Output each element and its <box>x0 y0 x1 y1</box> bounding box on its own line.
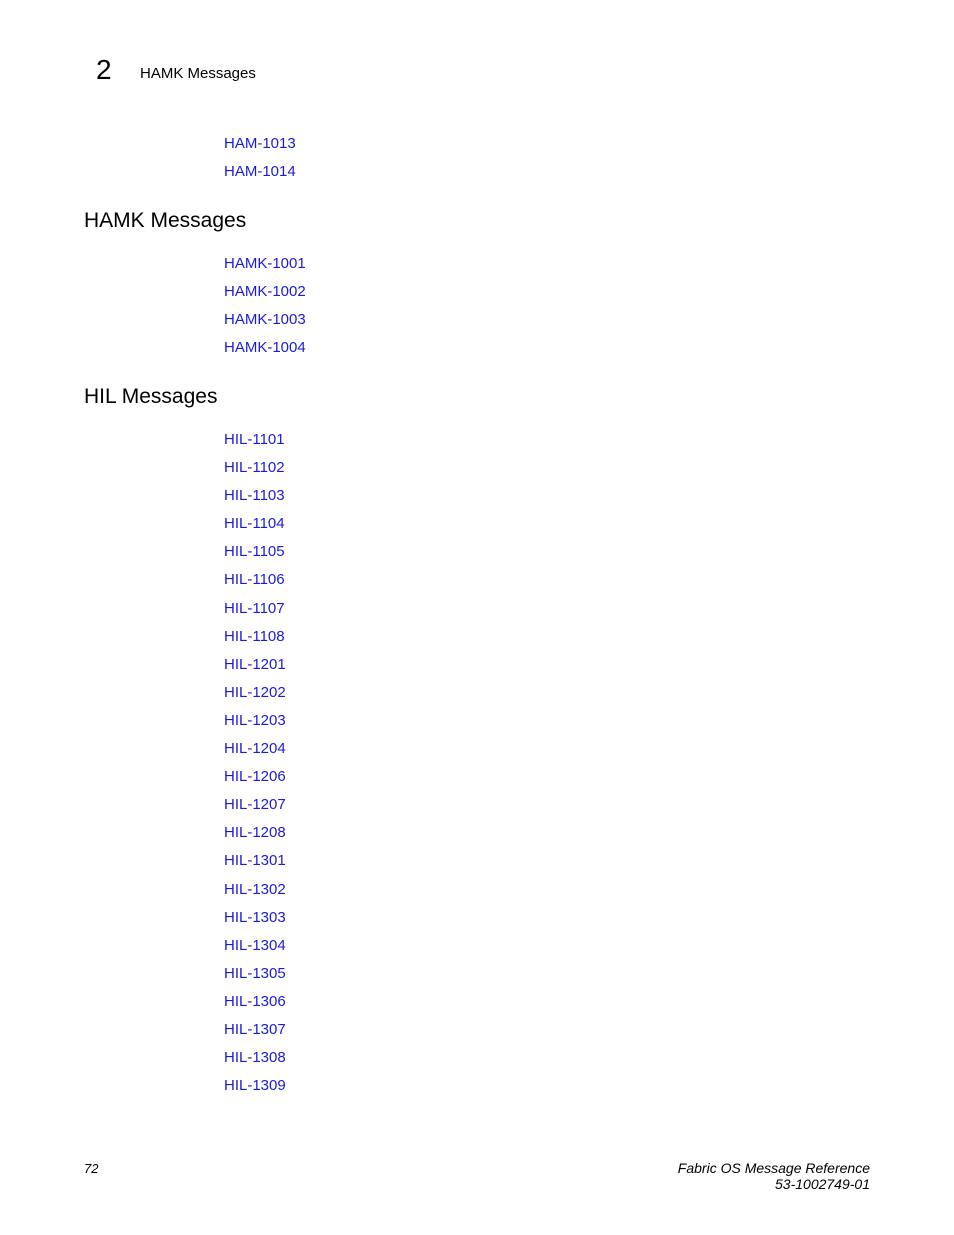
hamk-1004-link[interactable]: HAMK-1004 <box>224 339 306 357</box>
list-item <box>224 538 286 566</box>
hamk-1003-link[interactable]: HAMK-1003 <box>224 311 306 329</box>
list-item <box>224 623 286 651</box>
footer-doc-info <box>678 1160 870 1192</box>
list-item <box>224 130 296 158</box>
hil-1106-link[interactable]: HIL-1106 <box>224 571 285 589</box>
list-item <box>224 278 306 306</box>
hil-link-list <box>224 426 286 1100</box>
list-item <box>224 1016 286 1044</box>
ham-link-list <box>224 130 296 186</box>
hil-1308-link[interactable]: HIL-1308 <box>224 1049 286 1067</box>
hil-1104-link[interactable]: HIL-1104 <box>224 515 285 533</box>
hil-1201-link[interactable]: HIL-1201 <box>224 655 286 673</box>
chapter-number: 2 <box>96 54 112 85</box>
running-title: HAMK Messages <box>140 65 256 82</box>
list-item <box>224 454 286 482</box>
hil-1305-link[interactable]: HIL-1305 <box>224 964 286 982</box>
hil-1302-link[interactable]: HIL-1302 <box>224 880 286 898</box>
hamk-1002-link[interactable]: HAMK-1002 <box>224 283 306 301</box>
ham-1014-link[interactable]: HAM-1014 <box>224 163 296 181</box>
list-item <box>224 566 286 594</box>
list-item <box>224 651 286 679</box>
list-item <box>224 960 286 988</box>
list-item <box>224 791 286 819</box>
hil-1309-link[interactable]: HIL-1309 <box>224 1077 286 1095</box>
list-item <box>224 819 286 847</box>
list-item <box>224 679 286 707</box>
list-item <box>224 158 296 186</box>
hil-1108-link[interactable]: HIL-1108 <box>224 627 285 645</box>
hamk-1001-link[interactable]: HAMK-1001 <box>224 255 306 272</box>
hil-1203-link[interactable]: HIL-1203 <box>224 711 286 729</box>
hil-1204-link[interactable]: HIL-1204 <box>224 740 286 758</box>
list-item <box>224 763 286 791</box>
list-item <box>224 250 306 278</box>
hil-1105-link[interactable]: HIL-1105 <box>224 543 285 561</box>
list-item <box>224 426 286 454</box>
hil-1206-link[interactable]: HIL-1206 <box>224 768 286 786</box>
document-title: Fabric OS Message Reference <box>677 1160 870 1176</box>
hil-1307-link[interactable]: HIL-1307 <box>224 1020 286 1038</box>
list-item <box>224 482 286 510</box>
list-item <box>224 1072 286 1100</box>
hil-1101-link[interactable]: HIL-1101 <box>224 431 285 448</box>
ham-1013-link[interactable]: HAM-1013 <box>224 135 296 152</box>
hil-1208-link[interactable]: HIL-1208 <box>224 824 286 842</box>
hil-1303-link[interactable]: HIL-1303 <box>224 908 286 926</box>
list-item <box>224 707 286 735</box>
list-item <box>224 876 286 904</box>
list-item <box>224 510 286 538</box>
hamk-section-title: HAMK Messages <box>84 209 247 232</box>
hil-1202-link[interactable]: HIL-1202 <box>224 683 286 701</box>
page-number: 72 <box>84 1161 99 1176</box>
list-item <box>224 904 286 932</box>
hil-1103-link[interactable]: HIL-1103 <box>224 487 285 505</box>
list-item <box>224 1044 286 1072</box>
hil-1304-link[interactable]: HIL-1304 <box>224 936 286 954</box>
list-item <box>224 932 286 960</box>
hil-1102-link[interactable]: HIL-1102 <box>224 459 285 477</box>
list-item <box>224 847 286 875</box>
hil-1207-link[interactable]: HIL-1207 <box>224 796 286 814</box>
hamk-link-list <box>224 250 306 362</box>
list-item <box>224 988 286 1016</box>
list-item <box>224 595 286 623</box>
hil-section-title: HIL Messages <box>84 385 218 408</box>
list-item <box>224 735 286 763</box>
document-number: 53-1002749-01 <box>775 1176 870 1192</box>
list-item <box>224 306 306 334</box>
hil-1301-link[interactable]: HIL-1301 <box>224 852 286 870</box>
hil-1306-link[interactable]: HIL-1306 <box>224 992 286 1010</box>
list-item <box>224 334 306 362</box>
hil-1107-link[interactable]: HIL-1107 <box>224 599 285 617</box>
